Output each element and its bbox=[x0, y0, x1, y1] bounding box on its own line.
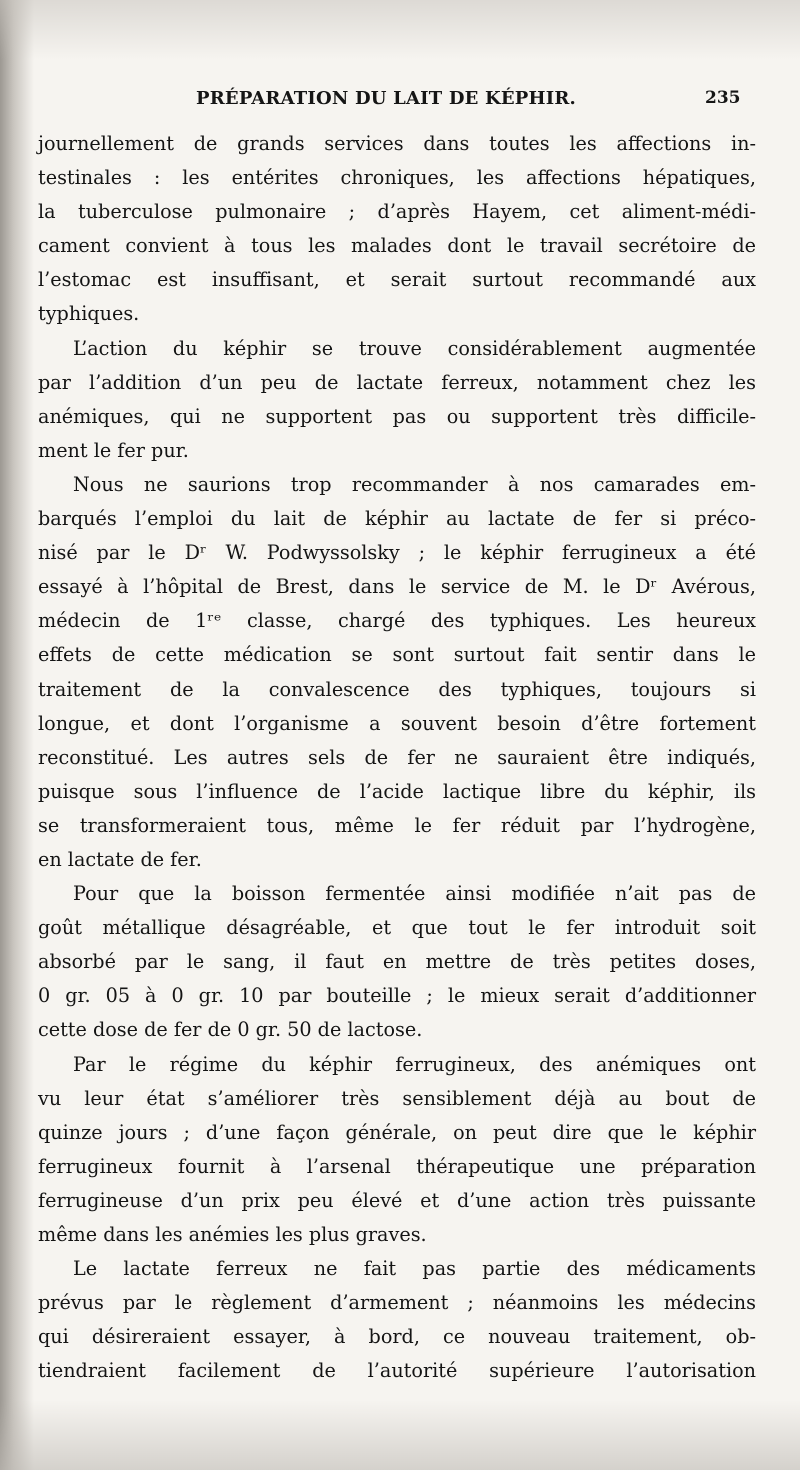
text-line: cette dose de fer de 0 gr. 50 de lactose. bbox=[38, 1018, 423, 1042]
text-line: l’estomac est insuffisant, et serait surtout recommandé aux bbox=[38, 268, 756, 292]
text-line: longue, et dont l’organisme a souvent besoin d’être fortement bbox=[38, 711, 756, 735]
text-line: absorbé par le sang, il faut en mettre de très petites doses, bbox=[38, 950, 756, 974]
text-line: nisé par le Dʳ W. Podwyssolsky ; le képhir ferrugineux a été bbox=[38, 541, 756, 565]
text-line: goût métallique désagréable, et que tout le fer introduit soit bbox=[38, 916, 756, 940]
page-bottom-shade bbox=[0, 1400, 800, 1470]
text-line: se transformeraient tous, même le fer réduit par l’hydrogène, bbox=[38, 813, 756, 837]
text-line: essayé à l’hôpital de Brest, dans le service de M. le Dʳ Avérous, bbox=[38, 575, 756, 599]
text-line: qui désireraient essayer, à bord, ce nouveau traitement, ob- bbox=[38, 1325, 756, 1349]
text-line: anémiques, qui ne supportent pas ou supportent très difficile- bbox=[38, 404, 756, 428]
text-line: en lactate de fer. bbox=[38, 847, 202, 871]
text-line: Par le régime du képhir ferrugineux, des anémiques ont bbox=[73, 1052, 756, 1076]
text-line: la tuberculose pulmonaire ; d’après Hayem, cet aliment-médi- bbox=[38, 200, 756, 224]
text-line: effets de cette médication se sont surtout fait sentir dans le bbox=[38, 643, 756, 667]
page-header bbox=[0, 88, 800, 118]
text-line: médecin de 1ʳᵉ classe, chargé des typhiques. Les heureux bbox=[38, 609, 756, 633]
text-line: puisque sous l’influence de l’acide lactique libre du képhir, ils bbox=[38, 779, 756, 803]
text-line: ferrugineuse d’un prix peu élevé et d’une action très puissante bbox=[38, 1188, 756, 1212]
text-line: testinales : les entérites chroniques, les affections hépatiques, bbox=[38, 166, 756, 190]
running-title: PRÉPARATION DU LAIT DE KÉPHIR. bbox=[196, 88, 576, 109]
text-line: Le lactate ferreux ne fait pas partie des médicaments bbox=[73, 1257, 756, 1281]
text-line: 0 gr. 05 à 0 gr. 10 par bouteille ; le mieux serait d’additionner bbox=[38, 984, 756, 1008]
text-line: journellement de grands services dans toutes les affections in- bbox=[38, 132, 756, 155]
text-line: vu leur état s’améliorer très sensiblement déjà au bout de bbox=[38, 1086, 756, 1110]
text-line: quinze jours ; d’une façon générale, on peut dire que le képhir bbox=[38, 1120, 756, 1144]
page-number: 235 bbox=[705, 88, 741, 108]
text-line: reconstitué. Les autres sels de fer ne sauraient être indiqués, bbox=[38, 745, 756, 769]
text-line: ferrugineux fournit à l’arsenal thérapeutique une préparation bbox=[38, 1154, 756, 1178]
text-line: typhiques. bbox=[38, 302, 140, 326]
text-line: par l’addition d’un peu de lactate ferreux, notamment chez les bbox=[38, 370, 756, 394]
text-line: cament convient à tous les malades dont le travail secrétoire de bbox=[38, 234, 756, 258]
text-line: traitement de la convalescence des typhiques, toujours si bbox=[38, 677, 756, 701]
body-text bbox=[38, 127, 756, 1388]
text-line: barqués l’emploi du lait de képhir au lactate de fer si préco- bbox=[38, 507, 756, 531]
text-line: prévus par le règlement d’armement ; néanmoins les médecins bbox=[38, 1291, 756, 1315]
text-line: Nous ne saurions trop recommander à nos camarades em- bbox=[73, 472, 756, 496]
text-line: ment le fer pur. bbox=[38, 438, 189, 462]
page-top-shade bbox=[0, 0, 800, 60]
text-line: même dans les anémies les plus graves. bbox=[38, 1223, 427, 1246]
text-line: L’action du képhir se trouve considérablement augmentée bbox=[73, 336, 756, 360]
text-line: tiendraient facilement de l’autorité supérieure l’autorisation bbox=[38, 1359, 756, 1383]
page-gutter-shadow bbox=[0, 0, 34, 1470]
text-line: Pour que la boisson fermentée ainsi modifiée n’ait pas de bbox=[73, 882, 756, 906]
